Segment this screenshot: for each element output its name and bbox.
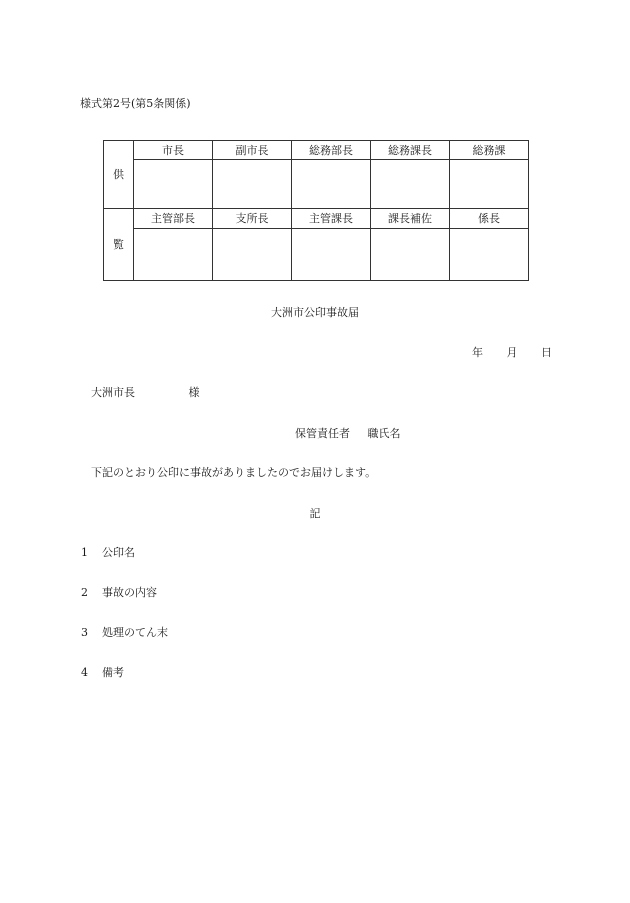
list-item bbox=[81, 587, 157, 598]
stamp-cell bbox=[450, 228, 529, 280]
stamp-cell bbox=[292, 228, 371, 280]
item-number: 2 bbox=[81, 586, 88, 599]
responsible-label: 保管責任者 bbox=[295, 427, 350, 440]
recipient bbox=[91, 387, 200, 398]
body-text: 下記のとおり公印に事故がありましたのでお届けします。 bbox=[91, 466, 377, 479]
stamp-cell bbox=[213, 228, 292, 280]
item-label: 備考 bbox=[102, 666, 124, 679]
item-label: 公印名 bbox=[102, 546, 135, 559]
stamp-cell bbox=[450, 160, 529, 209]
list-item bbox=[81, 547, 135, 558]
stamp-cell bbox=[134, 228, 213, 280]
side-label-top-cell bbox=[104, 141, 134, 209]
date-month: 月 bbox=[506, 346, 518, 359]
date-day: 日 bbox=[541, 346, 552, 359]
item-label: 処理のてん末 bbox=[102, 626, 168, 639]
stamp-cell bbox=[371, 228, 450, 280]
side-label-bottom: 覧 bbox=[113, 238, 124, 252]
header-mayor: 市長 bbox=[134, 141, 213, 160]
stamp-cell bbox=[371, 160, 450, 209]
header-branch-manager: 支所長 bbox=[213, 209, 292, 228]
approval-stamp-table bbox=[103, 140, 529, 281]
header-assistant-manager: 課長補佐 bbox=[371, 209, 450, 228]
header-general-affairs-section: 総務課 bbox=[450, 141, 529, 160]
side-label-bottom-cell bbox=[104, 209, 134, 281]
ki-heading: 記 bbox=[309, 507, 321, 520]
responsible-role: 職氏名 bbox=[367, 427, 401, 440]
stamp-cell bbox=[213, 160, 292, 209]
header-responsible-director: 主管部長 bbox=[134, 209, 213, 228]
item-number: 1 bbox=[81, 546, 88, 559]
recipient-honorific: 様 bbox=[188, 386, 200, 399]
recipient-name: 大洲市長 bbox=[91, 386, 135, 399]
header-responsible-manager: 主管課長 bbox=[292, 209, 371, 228]
header-general-affairs-director: 総務部長 bbox=[292, 141, 371, 160]
side-label-top: 供 bbox=[113, 168, 124, 182]
item-number: 3 bbox=[81, 626, 88, 639]
date-line bbox=[472, 347, 552, 358]
stamp-cell bbox=[134, 160, 213, 209]
header-chief: 係長 bbox=[450, 209, 529, 228]
document-title: 大洲市公印事故届 bbox=[271, 306, 359, 319]
item-number: 4 bbox=[81, 666, 88, 679]
stamp-cell bbox=[292, 160, 371, 209]
list-item bbox=[81, 667, 124, 678]
header-general-affairs-manager: 総務課長 bbox=[371, 141, 450, 160]
header-deputy-mayor: 副市長 bbox=[213, 141, 292, 160]
responsible-person bbox=[295, 428, 401, 439]
list-item bbox=[81, 627, 168, 638]
form-number: 様式第2号(第5条関係) bbox=[80, 97, 191, 110]
item-label: 事故の内容 bbox=[102, 586, 157, 599]
date-year: 年 bbox=[472, 346, 483, 359]
